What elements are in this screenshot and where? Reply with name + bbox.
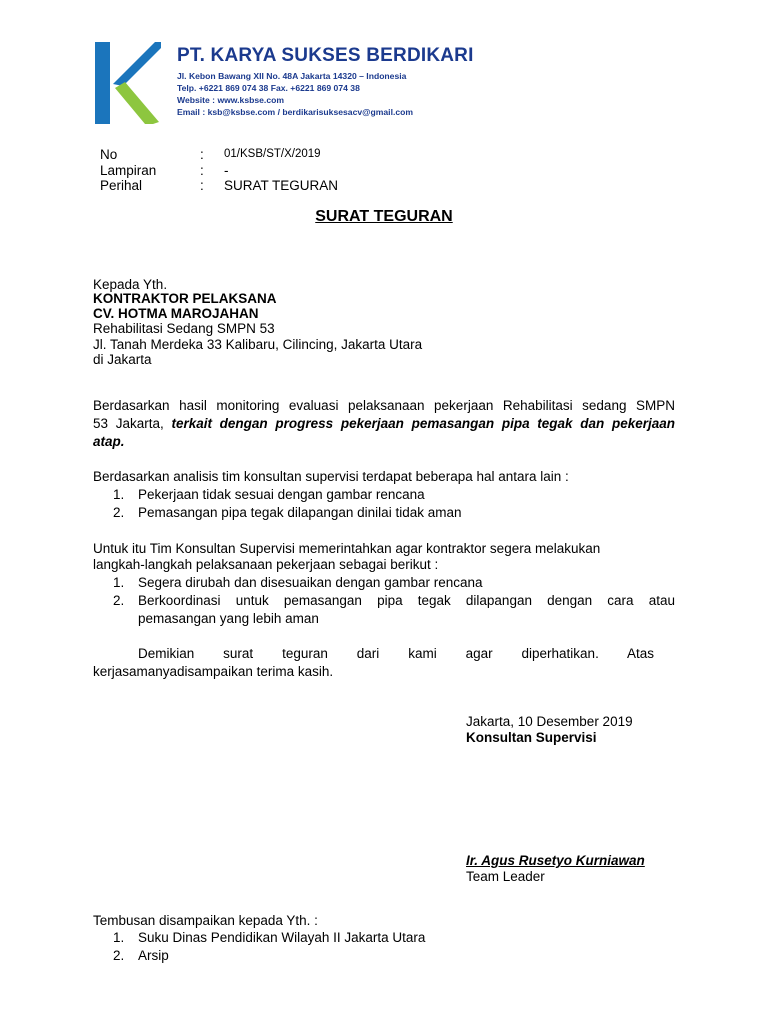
website-link[interactable]: www.ksbse.com [217,95,284,105]
company-email: Email : ksb@ksbse.com / berdikarisuksesacv@gmail.com [177,107,414,117]
list1-item2-text: Pemasangan pipa tegak dilapangan dinilai tidak aman [138,505,462,520]
recipient-greeting: Kepada Yth. [93,277,168,292]
recipient-line4: Jl. Tanah Merdeka 33 Kalibaru, Cilincing, Jakarta Utara [93,337,423,352]
list1-item1-num: 1. [113,487,125,502]
para1-line2 [93,416,675,431]
list2-item2-num: 2. [113,593,125,608]
company-logo [95,42,161,124]
para1-line1: Berdasarkan hasil monitoring evaluasi pelaksanaan pekerjaan Rehabilitasi sedang SMPN [93,398,675,413]
list2-item1-num: 1. [113,575,125,590]
meta-lampiran-colon: : [200,163,204,178]
meta-no-colon: : [200,147,204,162]
list1-item2-num: 2. [113,505,125,520]
para1-line3: atap. [93,434,125,449]
sign-place-date: Jakarta, 10 Desember 2019 [466,714,633,729]
recipient-line1: KONTRAKTOR PELAKSANA [93,291,277,306]
list2-item1-text: Segera dirubah dan disesuaikan dengan gambar rencana [138,575,483,590]
meta-perihal-value: SURAT TEGURAN [224,178,339,193]
cc-item2-text: Arsip [138,948,169,963]
letter-title [0,208,768,226]
sign-name: Ir. Agus Rusetyo Kurniawan [466,853,645,868]
recipient-line2: CV. HOTMA MAROJAHAN [93,306,259,321]
sign-title: Team Leader [466,869,545,884]
para3-line2: langkah-langkah pelaksanaan pekerjaan sebagai berikut : [93,557,439,572]
logo-lower-arm [115,82,159,124]
list2-item2-text-line1: Berkoordinasi untuk pemasangan pipa tegak dilapangan dengan cara atau [138,593,675,608]
para4-line2: kerjasamanyadisampaikan terima kasih. [93,664,334,679]
meta-perihal-label: Perihal [100,178,143,193]
company-address: Jl. Kebon Bawang XII No. 48A Jakarta 14320 – Indonesia [177,71,407,81]
sign-role: Konsultan Supervisi [466,730,597,745]
company-name: PT. KARYA SUKSES BERDIKARI [177,45,474,66]
meta-no-label: No [100,147,118,162]
letter-title-text: SURAT TEGURAN [315,208,453,225]
cc-item1-text: Suku Dinas Pendidikan Wilayah II Jakarta Utara [138,930,426,945]
meta-no-value: 01/KSB/ST/X/2019 [224,148,321,160]
cc-item1-num: 1. [113,930,125,945]
meta-lampiran-label: Lampiran [100,163,157,178]
para4-line1: Demikian surat teguran dari kami agar diperhatikan. Atas [138,646,654,661]
meta-lampiran-value: - [224,163,229,178]
company-website-line [177,95,284,105]
para1-line2-plain: 53 Jakarta, [93,416,172,431]
logo-bar [95,42,110,124]
para1-line2-emphasis: terkait dengan progress pekerjaan pemasangan pipa tegak dan pekerjaan [171,416,675,431]
cc-item2-num: 2. [113,948,125,963]
recipient-line5: di Jakarta [93,352,152,367]
company-phone: Telp. +6221 869 074 38 Fax. +6221 869 074 38 [177,83,360,93]
recipient-line3: Rehabilitasi Sedang SMPN 53 [93,321,275,336]
list1-item1-text: Pekerjaan tidak sesuai dengan gambar rencana [138,487,425,502]
cc-heading: Tembusan disampaikan kepada Yth. : [93,913,318,928]
logo-upper-arm [113,42,161,86]
list2-item2-text-line2: pemasangan yang lebih aman [138,611,319,626]
website-label: Website : [177,95,218,105]
para2: Berdasarkan analisis tim konsultan supervisi terdapat beberapa hal antara lain : [93,469,569,484]
meta-perihal-colon: : [200,178,204,193]
para3-line1: Untuk itu Tim Konsultan Supervisi memerintahkan agar kontraktor segera melakukan [93,541,601,556]
